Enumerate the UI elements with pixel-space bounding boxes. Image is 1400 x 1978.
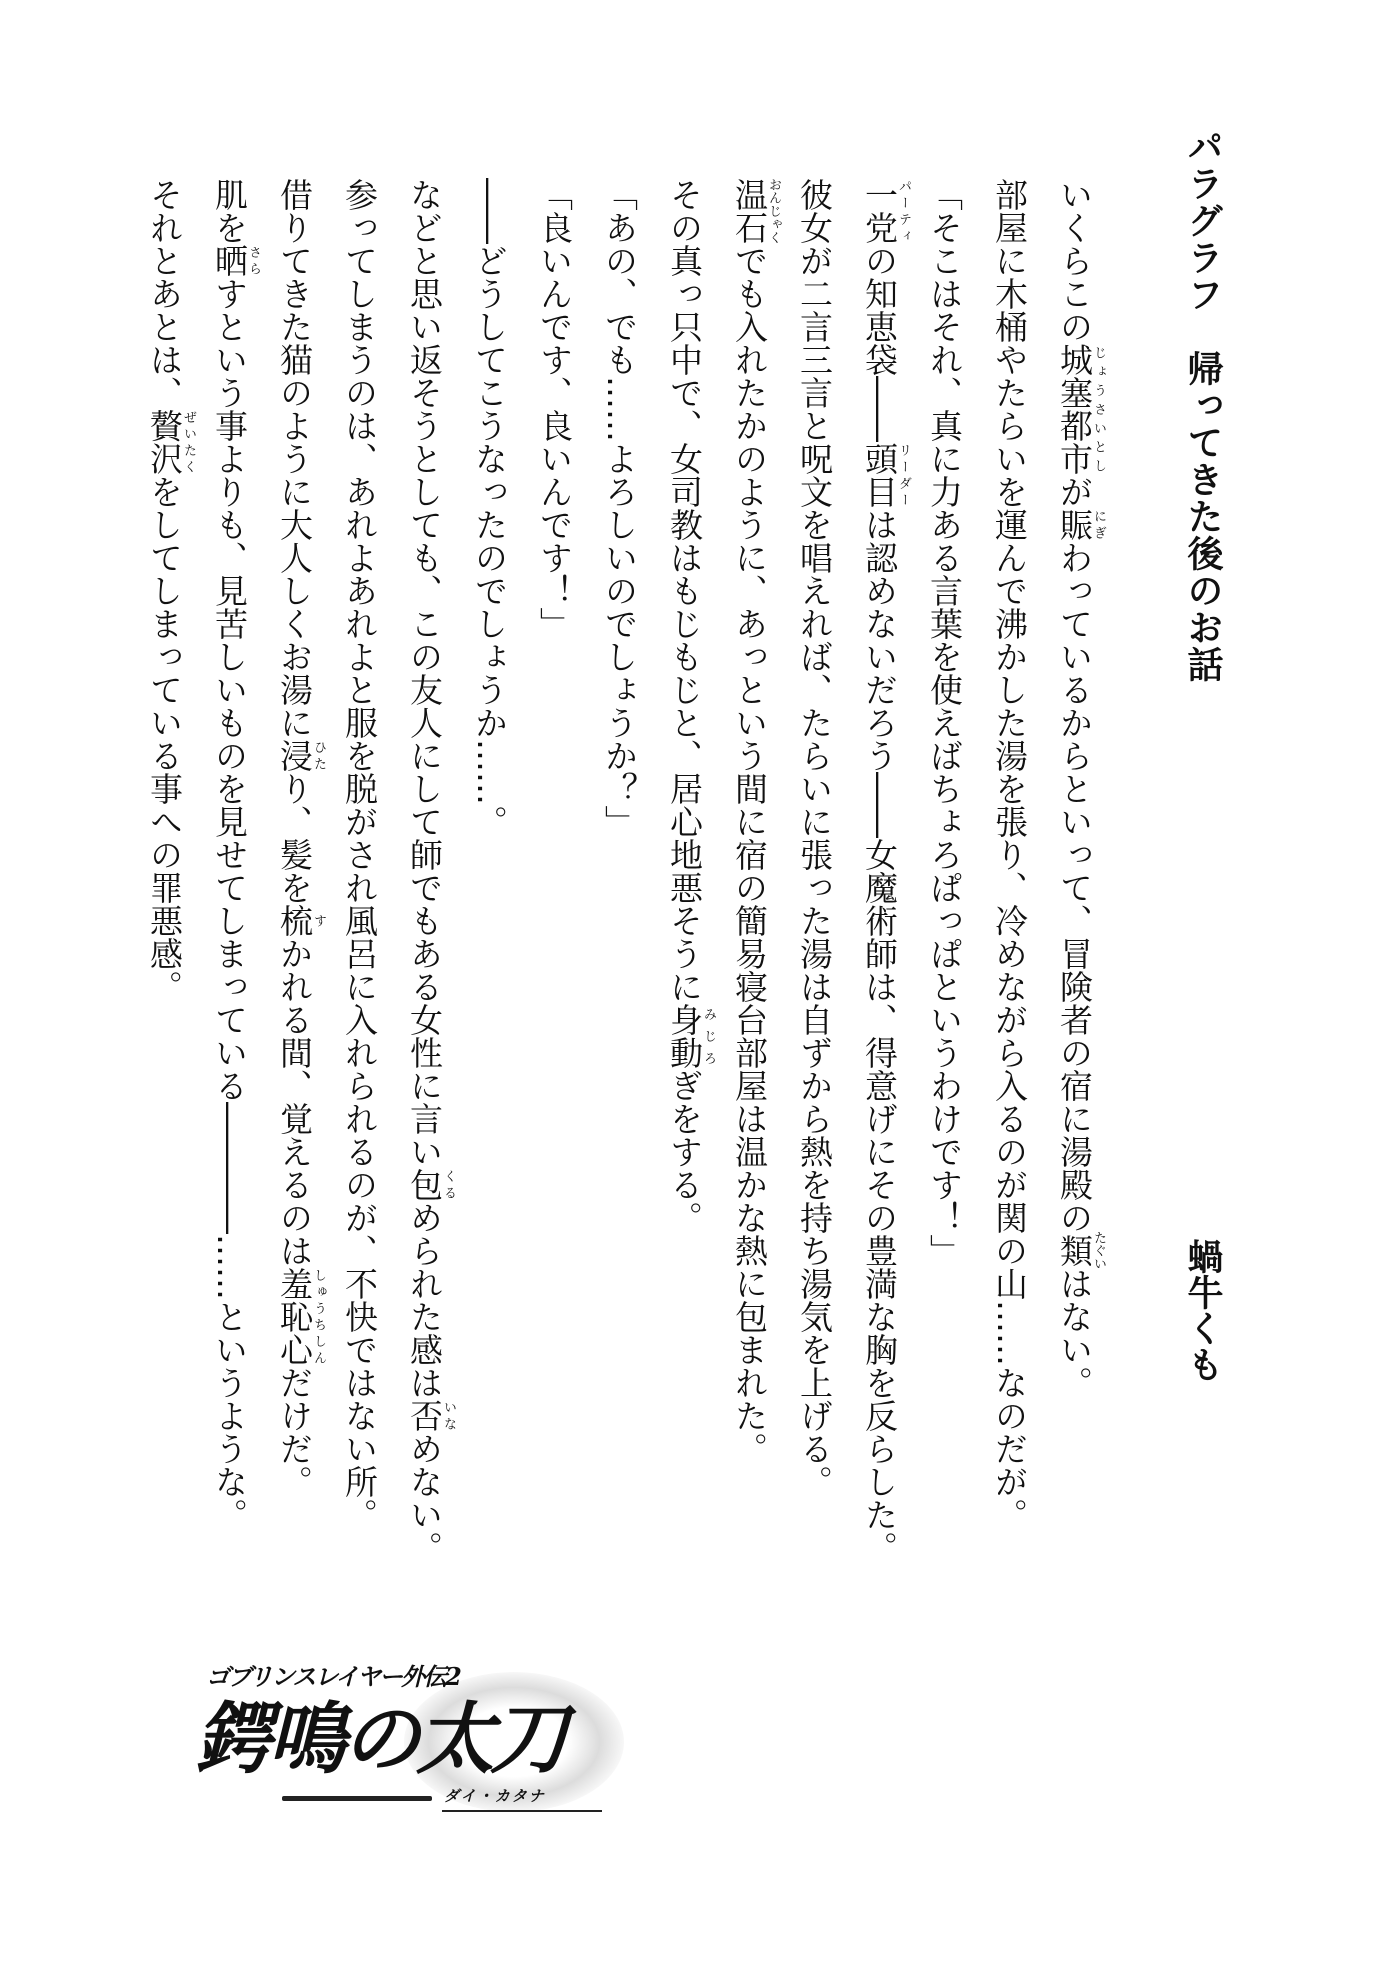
ruby-base: 羞恥心 <box>275 1267 314 1366</box>
text-line <box>1042 178 1107 1778</box>
logo-reading: ダイ・カタナ <box>444 1787 546 1805</box>
ruby-word <box>210 244 261 277</box>
ruby-reading: リーダー <box>896 442 911 508</box>
ruby-word <box>405 1399 456 1432</box>
ruby-base: 城塞都市 <box>1055 343 1094 475</box>
text-segment: をしてしまっている事への罪悪感。 <box>145 475 184 1003</box>
ruby-reading: くる <box>441 1168 456 1201</box>
text-segment: などと思い返そうとしても、この友人にして師でもある女性に言い <box>405 178 444 1168</box>
ruby-reading: さら <box>246 244 261 277</box>
text-segment: ぎをする。 <box>665 1069 704 1234</box>
logo-subtitle: ゴブリンスレイヤー外伝2 <box>206 1662 460 1691</box>
text-segment: わっているからといって、冒険者の宿に湯殿の <box>1055 541 1094 1234</box>
ruby-reading: にぎ <box>1091 508 1106 541</box>
ruby-base: 包 <box>405 1168 444 1201</box>
ruby-base: 頭目 <box>860 442 899 508</box>
text-line <box>587 178 652 1778</box>
text-segment: 参ってしまうのは、あれよあれよと服を脱がされ風呂に入れられるのが、不快ではない所。 <box>340 178 379 1531</box>
text-segment: いくらこの <box>1055 178 1094 343</box>
ruby-reading: みじろ <box>701 1003 716 1069</box>
ruby-base: 晒 <box>210 244 249 277</box>
text-segment: 「そこはそれ、真に力ある言葉を使えばちょろぱっぱというわけです！」 <box>925 178 964 1267</box>
ruby-word <box>730 178 781 244</box>
text-line <box>912 178 977 1778</box>
ruby-reading: おんじゃく <box>766 178 781 244</box>
ruby-base: 類 <box>1055 1231 1094 1270</box>
ruby-reading: す <box>311 904 326 937</box>
ruby-reading: パーティ <box>896 178 911 244</box>
text-segment: かれる間、覚えるのは <box>275 937 314 1267</box>
text-segment: 「あの、でも……よろしいのでしょうか？」 <box>600 178 639 838</box>
text-line <box>132 178 197 1778</box>
text-segment: 部屋に木桶やたらいを運んで沸かした湯を張り、冷めながら入るのが関の山……なのだが。 <box>990 178 1029 1531</box>
text-line <box>457 178 522 1778</box>
ruby-word <box>860 178 911 244</box>
author-name: 蝸牛くも <box>1182 1238 1223 1382</box>
text-line <box>327 178 392 1778</box>
ruby-word <box>275 904 326 937</box>
text-line <box>392 178 457 1778</box>
ruby-base: 梳 <box>275 904 314 937</box>
text-line <box>197 178 262 1778</box>
ruby-word <box>1055 1231 1106 1270</box>
ruby-base: 温石 <box>730 178 769 244</box>
text-line <box>977 178 1042 1778</box>
text-segment: ――どうしてこうなったのでしょうか……。 <box>470 178 509 838</box>
sword-icon <box>282 1796 432 1801</box>
text-segment: められた感は <box>405 1201 444 1399</box>
ruby-reading: いな <box>441 1399 456 1432</box>
text-line <box>652 178 717 1778</box>
text-line <box>847 178 912 1778</box>
ruby-base: 賑 <box>1055 508 1094 541</box>
text-segment: り、髪を <box>275 772 314 904</box>
ruby-base: 浸 <box>275 739 314 772</box>
ruby-reading: じょうさいとし <box>1091 343 1106 475</box>
ruby-reading: たぐい <box>1091 1231 1106 1270</box>
logo-underline <box>442 1810 602 1812</box>
ruby-word <box>1055 343 1106 475</box>
text-line <box>522 178 587 1778</box>
text-segment: 彼女が二言三言と呪文を唱えれば、たらいに張った湯は自ずから熱を持ち湯気を上げる。 <box>795 178 834 1498</box>
text-segment: 「良いんです、良いんです！」 <box>535 178 574 640</box>
ruby-word <box>275 739 326 772</box>
text-segment: 借りてきた猫のように大人しくお湯に <box>275 178 314 739</box>
body-text <box>132 178 1107 1778</box>
chapter-title: パラグラフ 帰ってきた後のお話 <box>1182 128 1223 683</box>
ruby-word <box>145 409 196 475</box>
ruby-reading: ぜいたく <box>181 409 196 475</box>
ruby-word <box>405 1168 456 1201</box>
text-segment: 肌を <box>210 178 249 244</box>
text-line <box>262 178 327 1778</box>
text-line <box>782 178 847 1778</box>
book-logo <box>194 1662 634 1832</box>
text-segment: めない。 <box>405 1432 444 1564</box>
text-segment: はない。 <box>1055 1267 1094 1399</box>
text-segment: の知恵袋―― <box>860 244 899 442</box>
text-segment: が <box>1055 475 1094 508</box>
ruby-word <box>1055 508 1106 541</box>
ruby-base: 否 <box>405 1399 444 1432</box>
ruby-word <box>665 1003 716 1069</box>
text-segment: は認めないだろう――女魔術師は、得意げにその豊満な胸を反らした。 <box>860 508 899 1564</box>
text-segment: その真っ只中で、女司教はもじもじと、居心地悪そうに <box>665 178 704 1003</box>
logo-title: 鍔鳴の太刀 <box>194 1694 565 1785</box>
text-segment: だけだ。 <box>275 1366 314 1498</box>
text-segment: それとあとは、 <box>145 178 184 409</box>
ruby-base: 贅沢 <box>145 409 184 475</box>
ruby-reading: しゅうちしん <box>311 1267 326 1366</box>
ruby-word <box>275 1267 326 1366</box>
text-line <box>717 178 782 1778</box>
ruby-base: 一党 <box>860 178 899 244</box>
ruby-word <box>860 442 911 508</box>
ruby-base: 身動 <box>665 1003 704 1069</box>
text-segment: すという事よりも、見苦しいものを見せてしまっている――――……というような。 <box>210 277 249 1531</box>
ruby-reading: ひた <box>311 739 326 772</box>
text-segment: でも入れたかのように、あっという間に宿の簡易寝台部屋は温かな熱に包まれた。 <box>730 244 769 1465</box>
